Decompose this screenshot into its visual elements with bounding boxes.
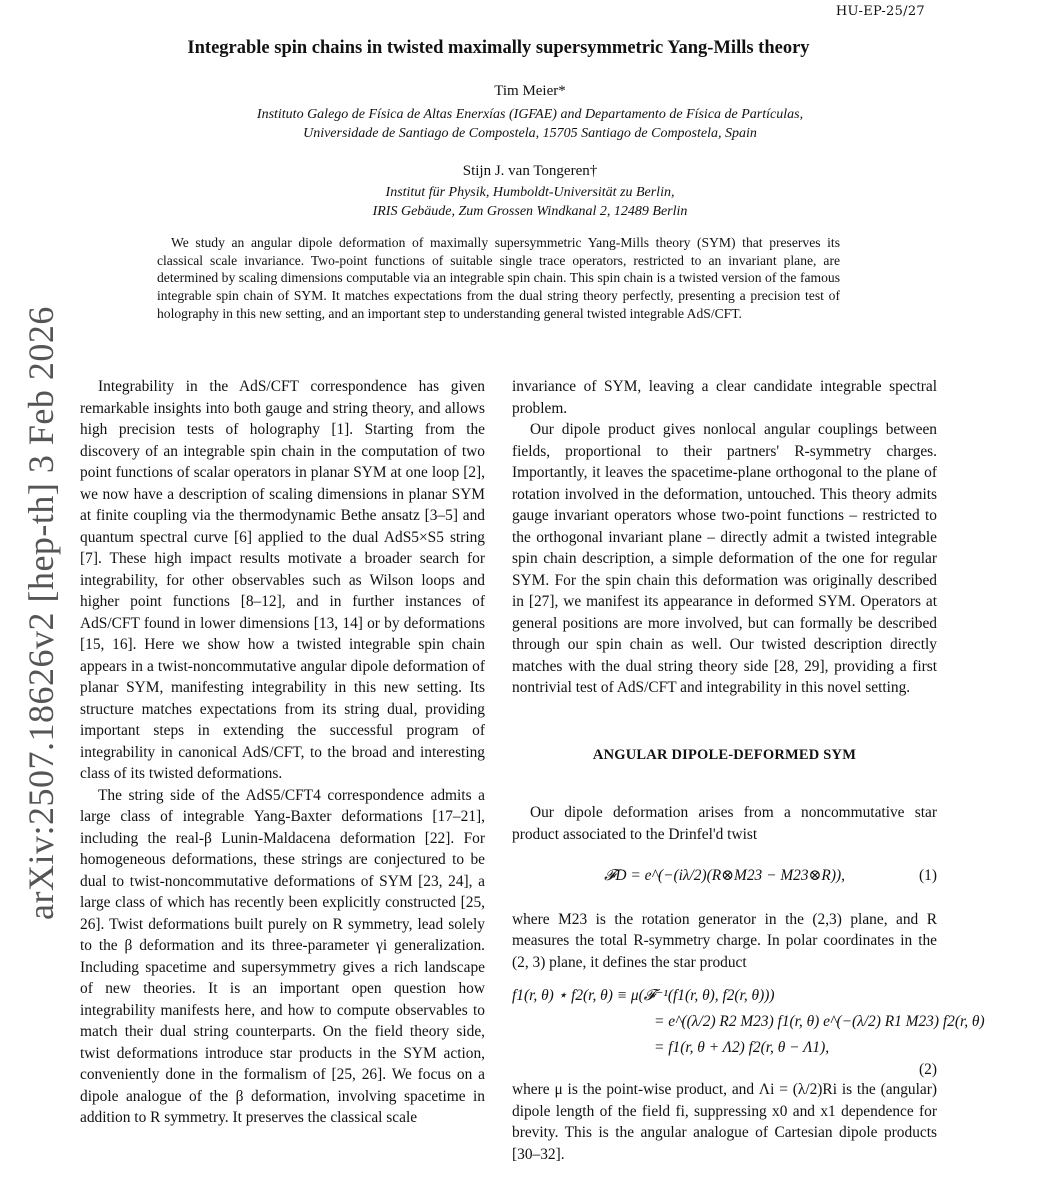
- dipole-product-paragraph: Our dipole product gives nonlocal angular couplings between fields, proportional to their partners' R-symmetry charges. Importantly, it leaves the spacetime-plane orthogonal to the plane of rotation involved in the deformation, untouched. This theory admits gauge invariant operators whose two-point functions – restricted to the orthogonal invariant plane – directly admit a twisted integrable spin chain description, a simple deformation of the one for regular SYM. For the spin chain this deformation was originally described in [27], we manifest its appearance in deformed SYM. Operators at general positions are more involved, but can formally be described through our spin chain as well. Our twisted description directly matches with the dual string theory side [28, 29], providing a first nontrivial test of AdS/CFT and integrability in this novel setting.: [512, 421, 937, 696]
- paper-title: Integrable spin chains in twisted maximally supersymmetric Yang-Mills theory: [187, 38, 810, 58]
- equation-1-number: (1): [919, 867, 937, 884]
- author-affiliation-1-line-2: Universidade de Santiago de Compostela, 15705 Santiago de Compostela, Spain: [303, 126, 757, 141]
- intro-paragraph-1: Integrability in the AdS/CFT correspondence has given remarkable insights into both gauge and string theory, and allows high precision tests of holography [1]. Starting from the discovery of an integrable spin chain in the computation of two point functions of scalar operators in planar SYM at one loop [2], we now have a description of scaling dimensions in planar SYM at finite coupling via the thermodynamic Bethe ansatz [3–5] and quantum spectral curve [6] applied to the dual AdS5×S5 string [7]. These high impact results motivate a broader search for integrability, for other observables such as Wilson loops and higher point functions [8–12], and in further instances of AdS/CFT found in lower dimensions [13, 14] or by deformations [15, 16]. Here we show how a twisted integrable spin chain appears in a twist-noncommutative angular dipole deformation of planar SYM, manifesting integrability in this new setting. Its structure matches expectations from its string dual, providing important steps in extending the successful program of integrability in canonical AdS/CFT, to the broad and interesting class of its twisted deformations.: [80, 378, 485, 782]
- author-name-1: Tim Meier*: [494, 83, 566, 99]
- author-affiliation-1-line-1: Instituto Galego de Física de Altas Enerxías (IGFAE) and Departamento de Física de Partículas,: [256, 107, 804, 122]
- report-number: HU-EP-25/27: [835, 4, 925, 19]
- author-affiliation-2-line-2: IRIS Gebäude, Zum Grossen Windkanal 2, 12489 Berlin: [372, 204, 688, 219]
- abstract: We study an angular dipole deformation of maximally supersymmetric Yang-Mills theory (SYM) that preserves its classical scale invariance. Two-point functions of suitable single trace operators, restricted to an invariant plane, are determined by scaling dimensions computable via an integrable spin chain. This spin chain is a twisted version of the famous integrable spin chain of SYM. It matches expectations from the dual string theory perfectly, presenting a precision test of holography in this new setting, and an important step to understanding general twisted integrable AdS/CFT.: [157, 235, 840, 321]
- equation-1: [512, 865, 937, 887]
- intro-paragraph-continued: invariance of SYM, leaving a clear candidate integrable spectral problem.: [512, 378, 937, 417]
- right-column: [512, 376, 985, 1165]
- author-name-2: Stijn J. van Tongeren†: [462, 163, 598, 179]
- equation-2-line-2: = e^((λ/2) R2 M23) f1(r, θ) e^(−(λ/2) R1 M23) f2(r, θ): [654, 1013, 985, 1030]
- arxiv-identifier-stamp[interactable]: arXiv:2507.18626v2 [hep-th] 3 Feb 2026: [21, 306, 61, 920]
- author-affiliation-2-line-1: Institut für Physik, Humboldt-Universität zu Berlin,: [385, 185, 675, 200]
- intro-paragraph-2: The string side of the AdS5/CFT4 correspondence admits a large class of integrable Yang-Baxter deformations [17–21], including the real-β Lunin-Maldacena deformation [22]. For homogeneous deformations, these strings are conjectured to be dual to twist-noncommutative deformations of SYM [23, 24], a large class of which has recently been explicitly constructed [25, 26]. Twist deformations built purely on R symmetry, lead solely to the β deformation and its three-parameter γi generalization. Including spacetime and supersymmetry gives a rich landscape of new theories. It is an important open question how integrability manifests here, and how to compute observables to match their dual string counterparts. On the field theory side, twist deformations introduce star products in the SYM action, conveniently done in the formalism of [25, 26]. We focus on a dipole analogue of the β deformation, involving spacetime in addition to R symmetry. It preserves the classical scale: [80, 786, 485, 1126]
- section-heading: ANGULAR DIPOLE-DEFORMED SYM: [592, 746, 857, 763]
- equation-2-line-3: = f1(r, θ + Λ2) f2(r, θ − Λ1),: [654, 1039, 830, 1056]
- drinfeld-twist-paragraph: Our dipole deformation arises from a noncommutative star product associated to the Drinfel'd twist: [512, 804, 937, 843]
- left-column: [80, 376, 485, 1129]
- equation-2-number: (2): [919, 1061, 937, 1078]
- rotation-generator-paragraph: where M23 is the rotation generator in the (2,3) plane, and R measures the total R-symmetry charge. In polar coordinates in the (2, 3) plane, it defines the star product: [512, 910, 937, 971]
- equation-1-body: 𝓕D = e^(−(iλ/2)(R⊗M23 − M23⊗R)),: [604, 867, 845, 884]
- point-wise-product-paragraph: where μ is the point-wise product, and Λi = (λ/2)Ri is the (angular) dipole length of the field fi, suppressing x0 and x1 dependence for brevity. This is the angular analogue of Cartesian dipole products [30–32].: [512, 1081, 937, 1163]
- equation-2-line-1: f1(r, θ) ⋆ f2(r, θ) ≡ μ(𝓕⁻¹(f1(r, θ), f2(r, θ))): [512, 987, 775, 1004]
- equation-2: [512, 983, 985, 1079]
